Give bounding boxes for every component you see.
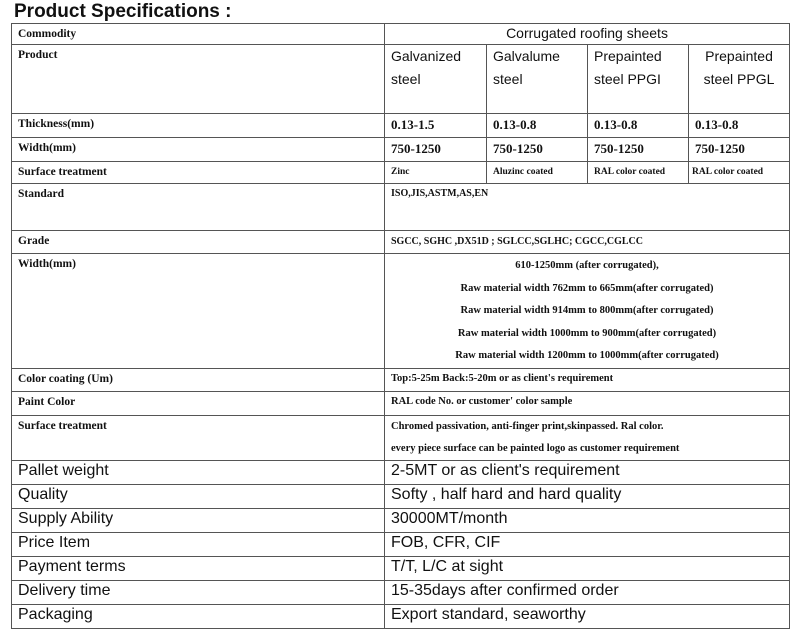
table-row <box>12 138 790 162</box>
surface-treatment-value: RAL color coated <box>689 162 790 184</box>
thickness-value: 0.13-0.8 <box>487 114 588 138</box>
color-coating-label: Color coating (Um) <box>12 369 385 392</box>
width-line: Raw material width 1000mm to 900mm(after corrugated) <box>457 327 717 339</box>
width-line: Raw material width 1200mm to 1000mm(after corrugated) <box>455 350 719 362</box>
price-item-value: FOB, CFR, CIF <box>385 533 790 557</box>
payment-terms-value: T/T, L/C at sight <box>385 557 790 581</box>
width-value: 750-1250 <box>689 138 790 162</box>
spec-table <box>11 23 790 629</box>
width-corrugated-value <box>385 254 790 369</box>
thickness-value: 0.13-1.5 <box>385 114 487 138</box>
thickness-value: 0.13-0.8 <box>689 114 790 138</box>
table-row <box>12 533 790 557</box>
grade-label: Grade <box>12 231 385 254</box>
payment-terms-label: Payment terms <box>12 557 385 581</box>
paint-color-label: Paint Color <box>12 392 385 416</box>
supply-ability-label: Supply Ability <box>12 509 385 533</box>
page-title: Product Specifications : <box>14 1 232 22</box>
quality-label: Quality <box>12 485 385 509</box>
table-row <box>12 581 790 605</box>
surface-treatment-2-label: Surface treatment <box>12 416 385 461</box>
product-value: Galvanized steel <box>385 45 487 114</box>
pallet-weight-value: 2-5MT or as client's requirement <box>385 461 790 485</box>
table-row <box>12 231 790 254</box>
standard-value: ISO,JIS,ASTM,AS,EN <box>385 184 790 231</box>
surface-line: Chromed passivation, anti-finger print,skinpassed. Ral color. <box>391 421 664 432</box>
delivery-time-label: Delivery time <box>12 581 385 605</box>
commodity-value: Corrugated roofing sheets <box>385 24 790 45</box>
width-value: 750-1250 <box>487 138 588 162</box>
table-row <box>12 605 790 629</box>
product-label: Product <box>12 45 385 114</box>
table-row <box>12 24 790 45</box>
width-line: Raw material width 914mm to 800mm(after corrugated) <box>460 305 714 317</box>
quality-value: Softy , half hard and hard quality <box>385 485 790 509</box>
width-line: Raw material width 762mm to 665mm(after corrugated) <box>460 282 714 294</box>
product-value: Prepainted steel PPGL <box>689 45 790 114</box>
delivery-time-value: 15-35days after confirmed order <box>385 581 790 605</box>
product-value: Galvalume steel <box>487 45 588 114</box>
table-row <box>12 509 790 533</box>
surface-line: every piece surface can be painted logo as customer requirement <box>391 443 680 454</box>
packaging-label: Packaging <box>12 605 385 629</box>
table-row <box>12 461 790 485</box>
table-row <box>12 416 790 461</box>
thickness-value: 0.13-0.8 <box>588 114 689 138</box>
table-row <box>12 162 790 184</box>
surface-treatment-2-value <box>385 416 790 461</box>
color-coating-value: Top:5-25m Back:5-20m or as client's requirement <box>385 369 790 392</box>
supply-ability-value: 30000MT/month <box>385 509 790 533</box>
paint-color-value: RAL code No. or customer' color sample <box>385 392 790 416</box>
table-row <box>12 485 790 509</box>
width-corrugated-label: Width(mm) <box>12 254 385 369</box>
price-item-label: Price Item <box>12 533 385 557</box>
packaging-value: Export standard, seaworthy <box>385 605 790 629</box>
grade-value: SGCC, SGHC ,DX51D ; SGLCC,SGLHC; CGCC,CGLCC <box>385 231 790 254</box>
table-row <box>12 369 790 392</box>
table-row <box>12 184 790 231</box>
surface-treatment-label: Surface treatment <box>12 162 385 184</box>
width-line: 610-1250mm (after corrugated), <box>515 260 659 271</box>
surface-treatment-value: RAL color coated <box>588 162 689 184</box>
pallet-weight-label: Pallet weight <box>12 461 385 485</box>
width-value: 750-1250 <box>385 138 487 162</box>
commodity-label: Commodity <box>12 24 385 45</box>
table-row <box>12 114 790 138</box>
table-row <box>12 45 790 114</box>
width-label: Width(mm) <box>12 138 385 162</box>
thickness-label: Thickness(mm) <box>12 114 385 138</box>
standard-label: Standard <box>12 184 385 231</box>
width-value: 750-1250 <box>588 138 689 162</box>
table-row <box>12 392 790 416</box>
surface-treatment-value: Zinc <box>385 162 487 184</box>
surface-treatment-value: Aluzinc coated <box>487 162 588 184</box>
table-row <box>12 254 790 369</box>
product-value: Prepainted steel PPGI <box>588 45 689 114</box>
table-row <box>12 557 790 581</box>
